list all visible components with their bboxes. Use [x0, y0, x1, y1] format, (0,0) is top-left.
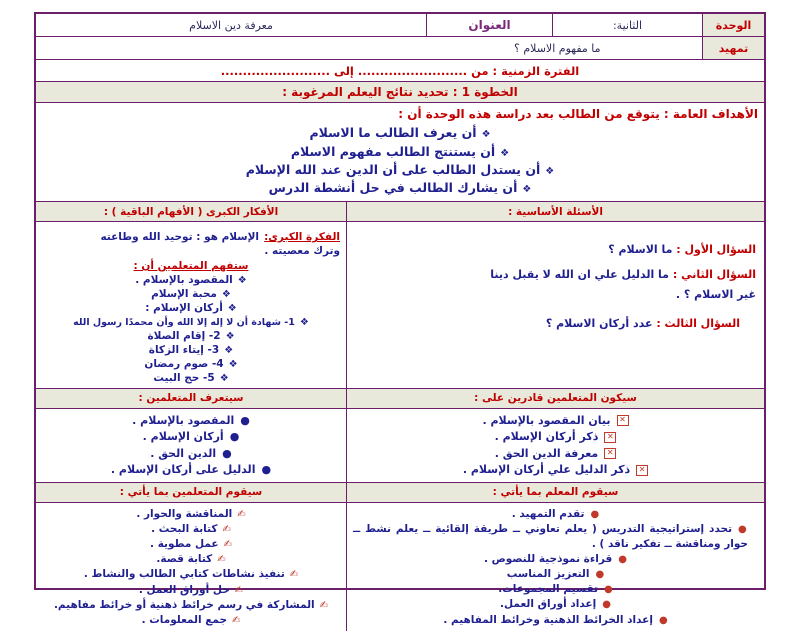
teacher-text: التعزيز المناسب [506, 568, 590, 581]
able-item [353, 446, 758, 463]
diamond-icon: ❖ [299, 316, 309, 328]
unit-label-cell [702, 14, 764, 36]
able-item [353, 413, 758, 430]
learner-text: حل أوراق العمل . [138, 583, 230, 596]
lesson-plan-table [34, 12, 766, 626]
objectives-list [36, 124, 764, 197]
step-one-row [36, 82, 764, 103]
pen-icon: ✍ [289, 569, 299, 581]
learner-item [42, 583, 340, 598]
know-list [42, 413, 340, 479]
question-item [353, 314, 756, 333]
learner-item [42, 507, 340, 522]
period-row [36, 60, 764, 82]
pillar-text: 3- إيتاء الزكاة [148, 343, 220, 356]
learner-text: جمع المعلومات . [141, 613, 228, 626]
understand-item [42, 288, 340, 302]
big-idea-text: الإسلام هو : توحيد الله وطاعته [100, 231, 260, 244]
learner-text: المشاركة في رسم خرائط ذهنية أو خرائط مفاهيم. [53, 598, 315, 611]
teacher-item [353, 507, 758, 522]
objective-item [36, 143, 764, 161]
able-text: معرفة الدين الحق . [494, 446, 599, 460]
learner-text: كتابة قصة. [156, 553, 213, 566]
dot-icon: ● [240, 413, 250, 427]
unit-value-cell [552, 14, 702, 36]
pen-icon: ✍ [217, 554, 226, 566]
unit-value: الثانية: [612, 18, 643, 32]
box-x-icon: ✕ [604, 448, 616, 459]
teacher-text: إعداد أوراق العمل. [500, 598, 597, 611]
big-ideas-cell [36, 222, 346, 387]
question-label: السؤال الثاني : [672, 268, 756, 282]
essential-questions-header: الأسئلة الأساسية : [346, 202, 764, 221]
big-ideas-header: الأفكار الكبرى ( الأفهام الباقية ) : [36, 202, 346, 221]
dot-icon: ● [222, 446, 232, 460]
dot-icon: ● [261, 463, 272, 477]
able-item [353, 462, 758, 479]
teacher-item [353, 582, 758, 597]
learner-item [42, 552, 340, 567]
know-text: الدين الحق . [150, 446, 217, 460]
learner-item [42, 522, 340, 537]
diamond-icon: ❖ [545, 165, 555, 177]
question-item [353, 240, 756, 259]
dot-icon: ● [658, 614, 668, 626]
diamond-icon: ❖ [227, 302, 237, 314]
know-item [42, 429, 340, 446]
box-x-icon: ✕ [617, 415, 629, 426]
teacher-text: إعداد الخرائط الذهنية وخرائط المفاهيم . [443, 613, 653, 626]
dot-icon: ● [738, 523, 748, 535]
know-item [42, 462, 340, 479]
unit-label: الوحدة [715, 18, 752, 32]
dot-icon: ● [604, 584, 613, 596]
ideas-head-row [36, 202, 764, 222]
pen-icon: ✍ [237, 508, 246, 520]
diamond-icon: ❖ [221, 288, 231, 300]
intro-value: ما مفهوم الاسلام ؟ [514, 41, 601, 55]
objective-item [36, 124, 764, 142]
question-label: السؤال الأول : [676, 243, 756, 257]
step-one-label: الخطوة 1 : تحديد نتائج اليعلم المرغوبة : [282, 85, 518, 99]
learner-item [42, 567, 340, 582]
question-text: ما الاسلام ؟ [608, 243, 673, 257]
objectives-row [36, 103, 764, 202]
big-idea-line [42, 224, 340, 245]
teacher-item [353, 552, 758, 567]
pen-icon: ✍ [232, 614, 241, 626]
objective-item [36, 161, 764, 179]
big-idea-label: الفكرة الكبرى: [264, 231, 340, 244]
understand-item [42, 274, 340, 288]
understand-label: ستفهم المتعلمين أن : [133, 260, 249, 273]
question-item [353, 265, 756, 284]
pillar-text: 5- حج البيت [153, 371, 215, 384]
period-line: الفترة الزمنية : من ......................... إلى ......................... [220, 63, 580, 78]
teacher-text: تقسيم المجموعات. [498, 583, 599, 596]
teacher-text: قراءة نموذجية للنصوص . [483, 552, 613, 565]
teacher-item [353, 567, 758, 582]
pillar-text: 4- صوم رمضان [144, 357, 224, 370]
box-x-icon: ✕ [604, 432, 616, 443]
pillar-item [42, 316, 340, 330]
objectives-lead: الأهداف العامة : يتوقع من الطالب بعد دراسة هذه الوحدة أن : [398, 107, 758, 121]
title-value: معرفة دين الاسلام [189, 18, 273, 32]
essential-questions-cell [346, 222, 764, 387]
objective-text: أن يشارك الطالب في حل أنشطة الدرس [268, 179, 518, 195]
know-head-row [36, 389, 764, 409]
pillar-text: 2- إقام الصلاة [147, 329, 221, 342]
know-text: الدليل على أركان الإسلام . [110, 463, 256, 477]
teacher-list [353, 507, 758, 628]
question-label: السؤال الثالث : [656, 316, 740, 330]
teacher-text: تقدم التمهيد . [511, 507, 585, 520]
learner-cell [36, 503, 346, 631]
able-text: ذكر أركان الإسلام . [494, 430, 599, 444]
able-text: بيان المقصود بالإسلام . [482, 413, 611, 427]
objective-text: أن يعرف الطالب ما الاسلام [309, 125, 477, 141]
understand-item [42, 302, 340, 316]
pillar-item [42, 358, 340, 372]
teacher-header: سيقوم المعلم بما يأتي : [346, 483, 764, 502]
intro-value-cell [36, 37, 702, 59]
question-text: ما الدليل علي ان الله لا يقبل دينا [490, 268, 669, 282]
diamond-icon: ❖ [500, 147, 510, 159]
learner-header: سيقوم المتعلمين بما يأتي : [36, 483, 346, 502]
learner-text: المناقشة والحوار . [136, 507, 233, 520]
dot-icon: ● [618, 553, 627, 565]
diamond-icon: ❖ [219, 372, 229, 384]
teacher-item [353, 522, 758, 552]
ideas-body-row [36, 222, 764, 388]
title-label-cell [426, 14, 552, 36]
learner-list [42, 507, 340, 629]
pillar-item [42, 344, 340, 358]
question-continuation: غير الاسلام ؟ . [675, 287, 756, 301]
pen-icon: ✍ [319, 599, 329, 611]
able-text: ذكر الدليل علي أركان الإسلام . [462, 463, 631, 477]
question-text: عدد أركان الاسلام ؟ [545, 316, 653, 330]
teacher-cell [346, 503, 764, 631]
step-one-cell [36, 82, 764, 102]
diamond-icon: ❖ [237, 274, 247, 286]
objective-text: أن يستنتج الطالب مفهوم الاسلام [290, 143, 496, 159]
understand-list [42, 274, 340, 386]
dot-icon: ● [595, 569, 605, 581]
pillar-item [42, 330, 340, 344]
pillar-text: 1- شهادة أن لا إله إلا الله وأن محمدًا رسول الله [73, 316, 295, 328]
header-row-unit [36, 14, 764, 37]
know-item [42, 446, 340, 463]
intro-label: تمهيد [718, 41, 749, 55]
learner-text: كتابة البحث . [151, 522, 218, 535]
intro-label-cell [702, 37, 764, 59]
able-cell [346, 409, 764, 482]
do-head-row [36, 483, 764, 503]
big-idea-text-cont: وترك معصيته . [264, 245, 340, 258]
learner-text: تنفيذ نشاطات كتابي الطالب والنشاط . [83, 568, 285, 581]
understand-text: المقصود بالإسلام . [135, 273, 233, 286]
do-body-row [36, 503, 764, 631]
objective-text: أن يستدل الطالب على أن الدين عند الله الإسلام [245, 161, 541, 177]
teacher-item [353, 613, 758, 628]
title-label: العنوان [468, 18, 511, 32]
diamond-icon: ❖ [224, 344, 234, 356]
diamond-icon: ❖ [228, 358, 238, 370]
dot-icon: ● [590, 508, 600, 520]
diamond-icon: ❖ [225, 330, 235, 342]
pillar-item [42, 372, 340, 386]
know-text: المقصود بالإسلام . [132, 413, 235, 427]
know-text: أركان الإسلام . [142, 430, 224, 444]
able-header: سيكون المتعلمين قادرين على : [346, 389, 764, 408]
period-cell [36, 60, 764, 81]
objectives-cell [36, 103, 764, 201]
pen-icon: ✍ [234, 584, 244, 596]
know-cell [36, 409, 346, 482]
able-item [353, 429, 758, 446]
pen-icon: ✍ [222, 523, 231, 535]
title-value-cell [36, 14, 426, 36]
learner-item [42, 537, 340, 552]
diamond-icon: ❖ [522, 183, 532, 195]
header-row-intro [36, 37, 764, 60]
understand-text: محبة الإسلام [151, 287, 217, 300]
learner-text: عمل مطوية . [150, 537, 219, 550]
dot-icon: ● [229, 430, 240, 444]
know-item [42, 413, 340, 430]
teacher-text: تحدد إستراتيجية التدريس ( يعلم تعاوني ــ طريقة إلقائية ــ يعلم نشط ــ حوار ومناقشة ــ تفكير ناقد ) . [353, 522, 748, 550]
box-x-icon: ✕ [636, 465, 648, 476]
able-list [353, 413, 758, 479]
know-header: سيتعرف المتعلمين : [36, 389, 346, 408]
understand-text: أركان الإسلام : [145, 301, 223, 314]
learner-item [42, 613, 340, 628]
pen-icon: ✍ [223, 538, 232, 550]
diamond-icon: ❖ [481, 129, 491, 141]
know-body-row [36, 409, 764, 483]
dot-icon: ● [602, 599, 611, 611]
objective-item [36, 179, 764, 197]
